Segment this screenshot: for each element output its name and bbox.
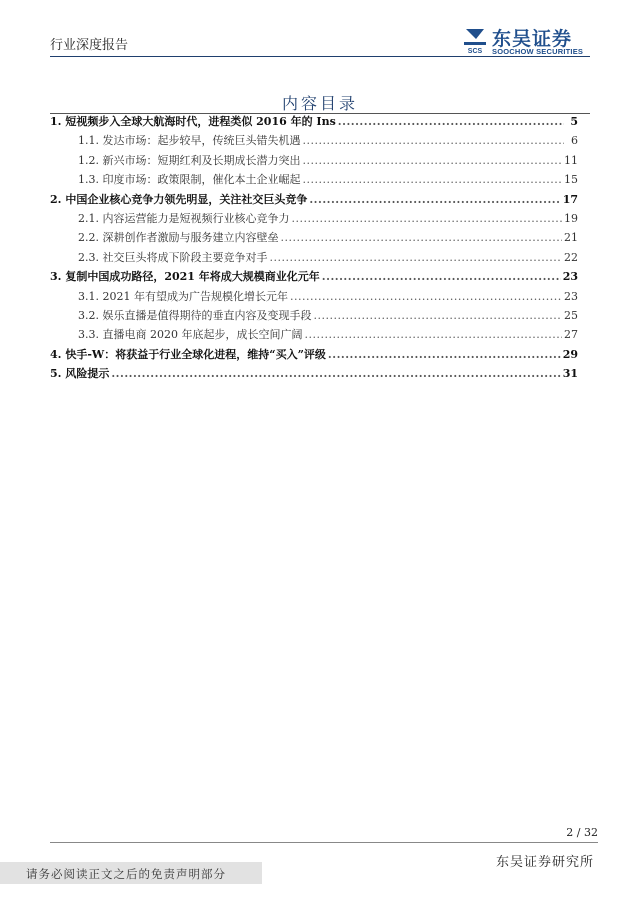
toc-entry[interactable] <box>50 248 578 267</box>
toc-entry[interactable] <box>50 364 578 383</box>
toc-entry-title: 直播电商 2020 年底起步，成长空间广阔 <box>102 328 303 342</box>
toc-entry-page: 5 <box>570 115 578 128</box>
toc-entry-page: 31 <box>562 367 578 381</box>
toc-entry-number: 2.1. <box>78 211 99 225</box>
toc-dot-leader <box>292 209 563 228</box>
toc-entry-number: 3.3. <box>78 328 99 342</box>
toc-title: 内容目录 <box>281 94 358 113</box>
toc-dot-leader <box>290 287 562 306</box>
toc-entry[interactable] <box>50 345 578 364</box>
toc-entry-page: 19 <box>564 211 578 225</box>
toc-entry-page: 11 <box>564 153 578 167</box>
toc-entry-page: 6 <box>571 134 578 148</box>
toc-entry-number: 5. <box>50 367 62 381</box>
toc-entry-page: 27 <box>564 328 578 342</box>
toc-entry-page: 23 <box>564 289 578 303</box>
toc-entry[interactable] <box>50 170 578 189</box>
toc-entry-number: 2. <box>50 192 62 206</box>
toc-dot-leader <box>314 306 563 325</box>
toc-entry-page: 17 <box>562 192 578 206</box>
header-divider <box>50 56 590 57</box>
toc-dot-leader <box>111 364 560 383</box>
disclaimer-text: 请务必阅读正文之后的免责声明部分 <box>26 867 226 881</box>
toc-entry-number: 4. <box>50 347 62 361</box>
toc-entry-number: 2.3. <box>78 250 99 264</box>
toc-entry-title: 复制中国成功路径，2021 年将成大规模商业化元年 <box>65 270 320 284</box>
toc-dot-leader <box>328 345 561 364</box>
toc-dot-leader <box>303 170 563 189</box>
toc-entry-page: 21 <box>564 231 578 245</box>
toc-entry-title: 印度市场：政策限制，催化本土企业崛起 <box>102 173 301 187</box>
report-type-label: 行业深度报告 <box>50 38 129 53</box>
toc-entry[interactable] <box>50 131 578 150</box>
toc-entry-page: 29 <box>562 347 578 361</box>
toc-entry[interactable] <box>50 190 578 209</box>
toc-entry-number: 1.2. <box>78 153 99 167</box>
toc-entry-title: 风险提示 <box>65 367 110 381</box>
toc-entry-title: 深耕创作者激励与服务建立内容壁垒 <box>102 231 279 245</box>
table-of-contents <box>50 112 578 383</box>
toc-dot-leader <box>281 228 563 247</box>
toc-entry-number: 1.1. <box>78 134 99 148</box>
footer-company: 东吴证券研究所 <box>495 855 594 870</box>
toc-entry[interactable] <box>50 267 578 286</box>
toc-entry-title: 内容运营能力是短视频行业核心竞争力 <box>102 211 290 225</box>
toc-dot-leader <box>270 248 563 267</box>
toc-entry-number: 1. <box>50 115 62 128</box>
brand-logo-icon <box>462 26 488 54</box>
toc-dot-leader <box>322 267 561 286</box>
toc-entry-title: 快手-W：将获益于行业全球化进程，维持“买入”评级 <box>65 347 326 361</box>
toc-entry[interactable] <box>50 228 578 247</box>
toc-entry[interactable] <box>50 112 578 131</box>
toc-entry-number: 3.1. <box>78 289 99 303</box>
footer-divider <box>50 842 598 843</box>
toc-entry[interactable] <box>50 209 578 228</box>
toc-entry-title: 2021 年有望成为广告规模化增长元年 <box>102 289 288 303</box>
toc-dot-leader <box>303 151 563 170</box>
toc-entry-number: 3.2. <box>78 308 99 322</box>
toc-entry[interactable] <box>50 151 578 170</box>
toc-entry-page: 25 <box>564 308 578 322</box>
toc-entry-number: 2.2. <box>78 231 99 245</box>
toc-dot-leader <box>305 325 563 344</box>
toc-dot-leader <box>338 112 564 131</box>
toc-entry[interactable] <box>50 325 578 344</box>
toc-entry[interactable] <box>50 306 578 325</box>
svg-text:SCS: SCS <box>467 48 483 54</box>
toc-entry-page: 22 <box>564 250 578 264</box>
toc-entry[interactable] <box>50 287 578 306</box>
toc-entry-title: 新兴市场：短期红利及长期成长潜力突出 <box>102 153 301 167</box>
toc-entry-title: 娱乐直播是值得期待的垂直内容及变现手段 <box>102 308 312 322</box>
toc-entry-title: 社交巨头将成下阶段主要竞争对手 <box>102 250 268 264</box>
toc-entry-number: 1.3. <box>78 173 99 187</box>
toc-entry-title: 短视频步入全球大航海时代，进程类似 2016 年的 Ins <box>65 115 336 128</box>
toc-dot-leader <box>303 131 565 150</box>
toc-entry-title: 中国企业核心竞争力领先明显，关注社交巨头竞争 <box>65 192 308 206</box>
brand-name-en: SOOCHOW SECURITIES <box>492 47 584 56</box>
toc-entry-title: 发达市场：起步较早，传统巨头错失机遇 <box>102 134 301 148</box>
toc-entry-page: 23 <box>562 270 578 284</box>
toc-dot-leader <box>309 190 560 209</box>
toc-entry-number: 3. <box>50 270 62 284</box>
toc-entry-page: 15 <box>564 173 578 187</box>
brand-name-cn: 东吴证券 <box>492 28 573 50</box>
brand-logo <box>462 26 598 56</box>
page-number: 2 / 32 <box>566 826 598 839</box>
